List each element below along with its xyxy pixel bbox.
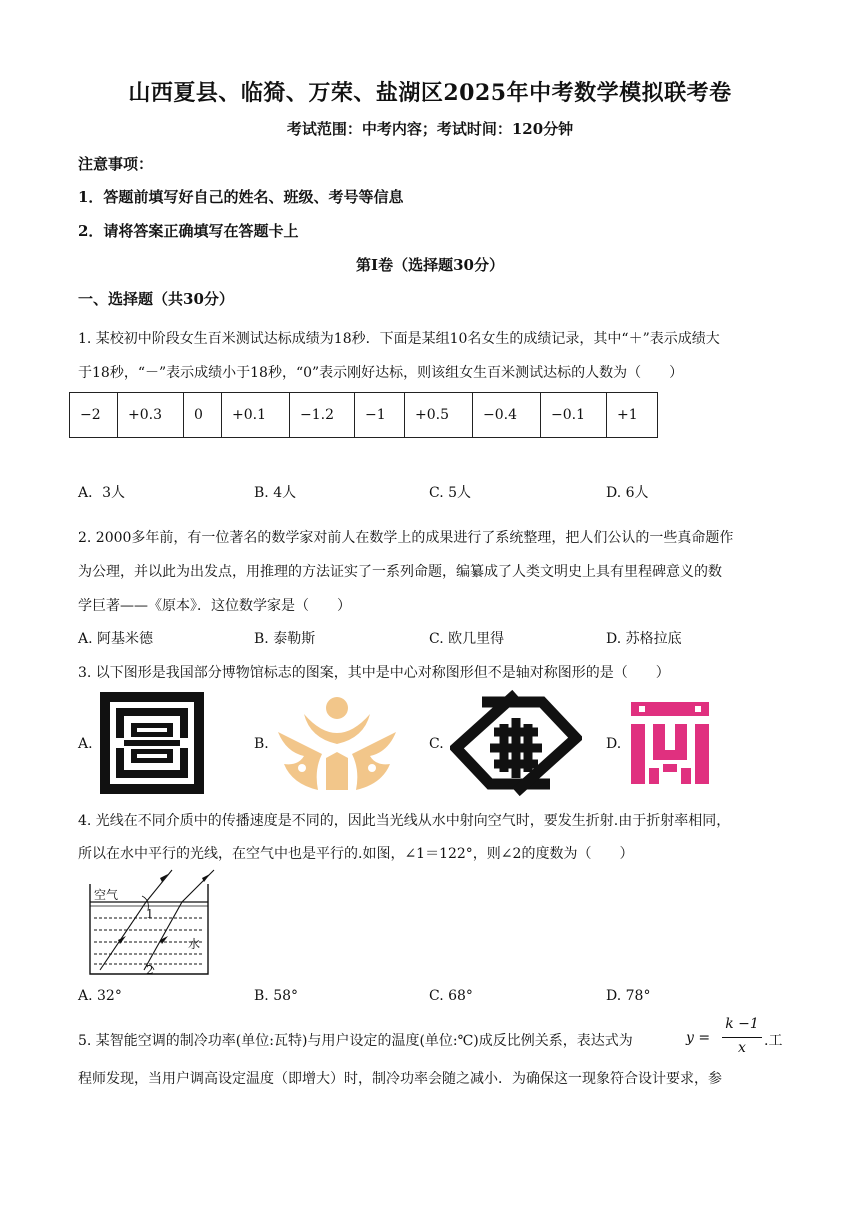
notes-heading: 注意事项：: [78, 155, 154, 173]
beaker-diagram: [86, 866, 216, 978]
q3-label-d[interactable]: D.: [606, 736, 622, 752]
score-cell: +1: [607, 393, 658, 438]
q2-option-a[interactable]: A. 阿基米德: [78, 631, 154, 647]
q1-option-a[interactable]: A．3人: [78, 485, 126, 501]
q4-option-b[interactable]: B. 58°: [254, 988, 299, 1004]
q3-label-a[interactable]: A.: [78, 736, 93, 752]
q2-line-1: 2. 2000多年前，有一位著名的数学家对前人在数学上的成果进行了系统整理，把人们公认的一些真命题作: [78, 530, 734, 546]
q3-label-b[interactable]: B.: [254, 736, 269, 752]
q4-line-1: 4. 光线在不同介质中的传播速度是不同的，因此当光线从水中射向空气时，要发生折射.由于折射率相同，: [78, 813, 731, 829]
q2-line-3: 学巨著——《原本》．这位数学家是（ ）: [78, 598, 351, 614]
angle-2-label: 2: [146, 963, 154, 977]
fraction-bar: [722, 1037, 762, 1038]
q1-line-2: 于18秒，“－”表示成绩小于18秒，“0”表示刚好达标，则该组女生百米测试达标的人数为（ ）: [78, 365, 684, 381]
formula-denominator: x: [738, 1040, 746, 1056]
q4-option-a[interactable]: A. 32°: [78, 988, 122, 1004]
q4-option-d[interactable]: D. 78°: [606, 988, 651, 1004]
volume-title: 第I卷（选择题30分）: [356, 256, 504, 274]
air-label: 空气: [94, 888, 119, 902]
exam-subtitle: 考试范围：中考内容；考试时间：120分钟: [286, 120, 574, 138]
museum-logo-a-icon: [98, 690, 206, 796]
part-title: 一、选择题（共30分）: [78, 290, 234, 308]
q2-option-d[interactable]: D. 苏格拉底: [606, 631, 682, 647]
note-item-1: 1．答题前填写好自己的姓名、班级、考号等信息: [78, 188, 404, 206]
score-cell: −0.4: [473, 393, 541, 438]
score-cell: +0.1: [222, 393, 290, 438]
q2-option-b[interactable]: B. 泰勒斯: [254, 631, 316, 647]
q1-option-b[interactable]: B. 4人: [254, 485, 297, 501]
q3-line-1: 3. 以下图形是我国部分博物馆标志的图案，其中是中心对称图形但不是轴对称图形的是（ ）: [78, 665, 670, 681]
q1-option-c[interactable]: C. 5人: [429, 485, 472, 501]
q2-line-2: 为公理，并以此为出发点，用推理的方法证实了一系列命题，编纂成了人类文明史上具有里程碑意义的数: [78, 564, 722, 580]
museum-logo-d-icon: [627, 698, 713, 788]
formula-numerator: k −1: [725, 1016, 759, 1032]
score-cell: 0: [184, 393, 222, 438]
score-cell: −1: [355, 393, 405, 438]
q3-label-c[interactable]: C.: [429, 736, 444, 752]
score-cell: −2: [70, 393, 118, 438]
q1-line-1: 1. 某校初中阶段女生百米测试达标成绩为18秒．下面是某组10名女生的成绩记录，其中“＋”表示成绩大: [78, 331, 720, 347]
formula-lhs: y =: [686, 1030, 711, 1046]
score-cell: +0.3: [118, 393, 184, 438]
q2-option-c[interactable]: C. 欧几里得: [429, 631, 505, 647]
q1-score-table: [69, 392, 658, 438]
score-cell: +0.5: [405, 393, 473, 438]
museum-logo-c-icon: [450, 688, 582, 798]
q4-refraction-figure: [86, 866, 216, 978]
museum-logo-b-icon: [274, 694, 400, 794]
angle-1-label: 1: [146, 907, 154, 921]
q3-figures: [78, 688, 798, 800]
score-cell: −1.2: [290, 393, 355, 438]
q5-line-1-end: .工: [764, 1033, 783, 1049]
q1-option-d[interactable]: D. 6人: [606, 485, 649, 501]
q4-line-2: 所以在水中平行的光线，在空气中也是平行的.如图，∠1＝122°，则∠2的度数为（ ）: [78, 846, 634, 862]
water-label: 水: [188, 937, 201, 951]
exam-title: 山西夏县、临猗、万荣、盐湖区2025年中考数学模拟联考卷: [128, 80, 732, 106]
q5-line-1-start: 5. 某智能空调的制冷功率(单位:瓦特)与用户设定的温度(单位:℃)成反比例关系，表达式为: [78, 1033, 633, 1049]
q5-line-2: 程师发现，当用户调高设定温度（即增大）时，制冷功率会随之减小．为确保这一现象符合设计要求，参: [78, 1071, 722, 1087]
q4-option-c[interactable]: C. 68°: [429, 988, 473, 1004]
note-item-2: 2．请将答案正确填写在答题卡上: [78, 222, 299, 240]
table-row: [70, 393, 658, 438]
score-cell: −0.1: [541, 393, 607, 438]
